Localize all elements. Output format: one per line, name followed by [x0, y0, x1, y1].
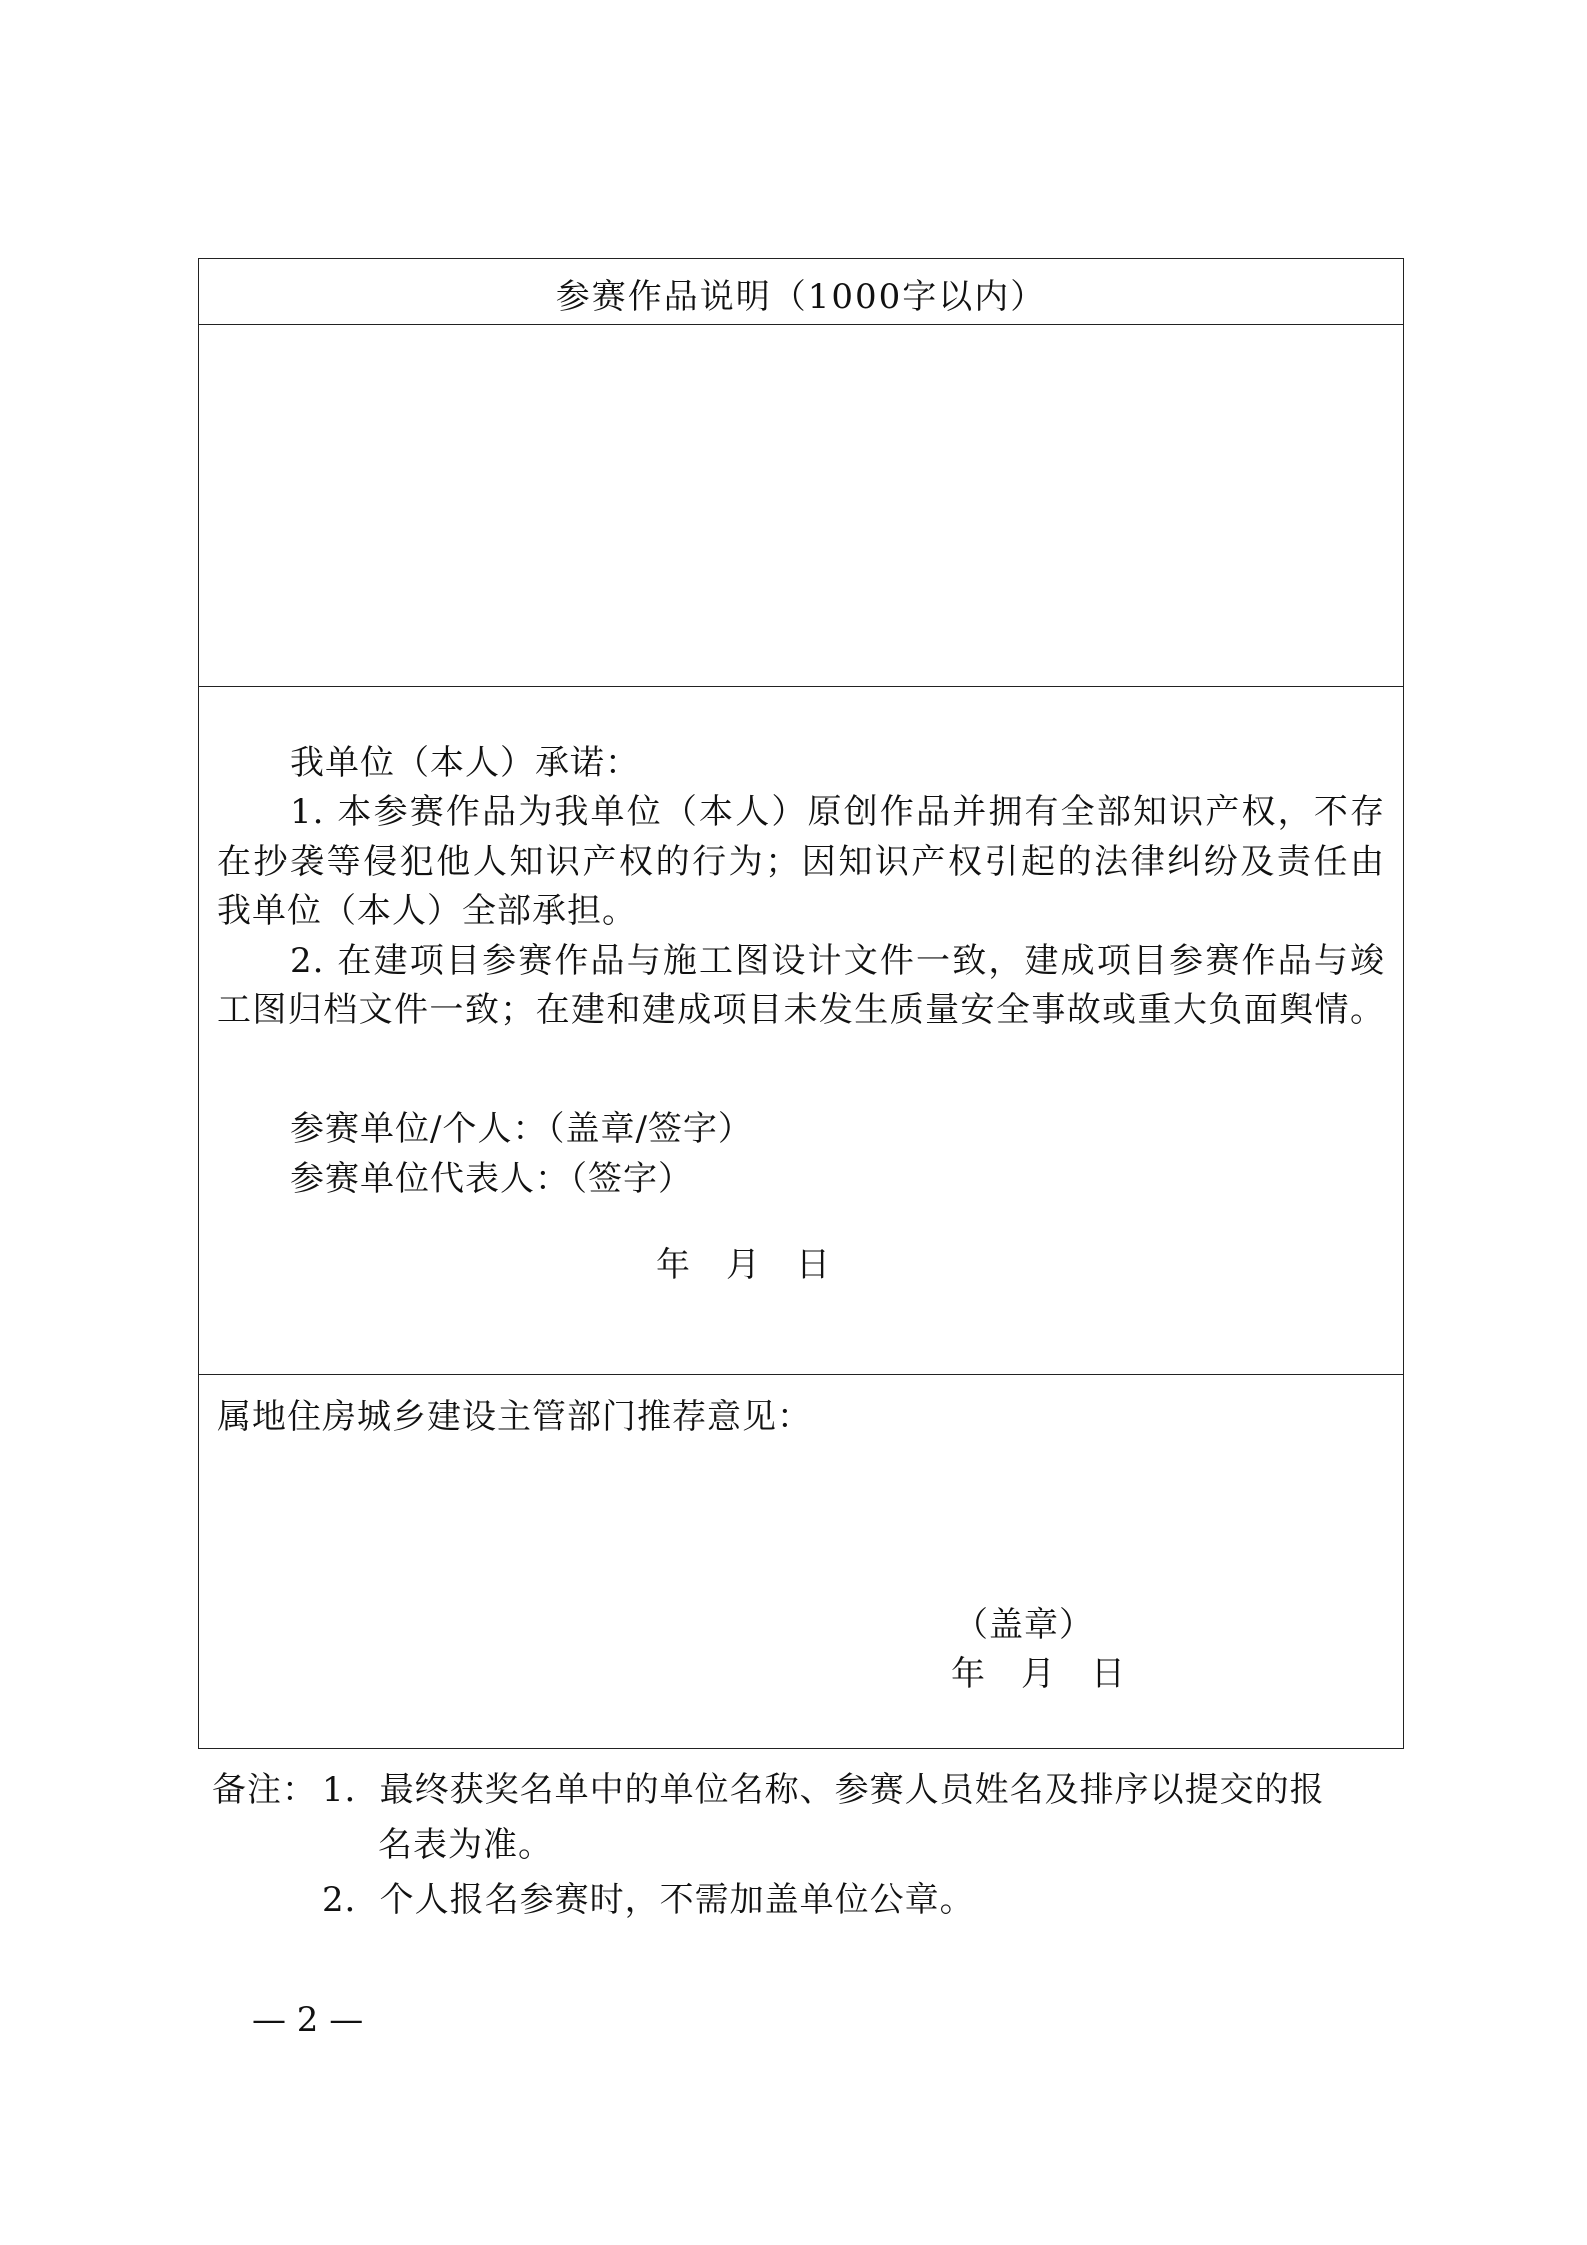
notes-item1-line1: 1．最终获奖名单中的单位名称、参赛人员姓名及排序以提交的报	[322, 1770, 1325, 1810]
page-number: — 2 —	[252, 2000, 364, 2040]
commitment-intro: 我单位（本人）承诺：	[290, 743, 640, 783]
recommendation-seal-label: （盖章）	[954, 1605, 1094, 1645]
description-content-cell[interactable]	[199, 324, 1403, 686]
commitment-item1-line1: 1. 本参赛作品为我单位（本人）原创作品并拥有全部知识产权，不存	[290, 792, 1385, 832]
description-header-row	[199, 259, 1403, 324]
notes-prefix: 备注：	[212, 1770, 317, 1810]
representative-signature-label: 参赛单位代表人：（签字）	[290, 1159, 693, 1199]
notes-item2: 2．个人报名参赛时，不需加盖单位公章。	[322, 1880, 975, 1920]
description-header: 参赛作品说明（1000字以内）	[555, 277, 1047, 317]
entry-form-table	[198, 258, 1404, 1749]
recommendation-cell	[199, 1374, 1403, 1748]
participant-signature-label: 参赛单位/个人：（盖章/签字）	[290, 1109, 753, 1149]
commitment-item2-line2: 工图归档文件一致；在建和建成项目未发生质量安全事故或重大负面舆情。	[217, 990, 1385, 1030]
commitment-item1-line3: 我单位（本人）全部承担。	[217, 891, 637, 931]
commitment-cell	[199, 686, 1403, 1374]
commitment-item2-line1: 2. 在建项目参赛作品与施工图设计文件一致，建成项目参赛作品与竣	[290, 941, 1385, 981]
recommendation-date-label: 年 月 日	[951, 1654, 1126, 1694]
recommendation-label: 属地住房城乡建设主管部门推荐意见：	[217, 1397, 812, 1437]
commitment-date-label: 年 月 日	[656, 1245, 831, 1285]
notes-item1-line2: 名表为准。	[378, 1825, 553, 1865]
commitment-item1-line2: 在抄袭等侵犯他人知识产权的行为；因知识产权引起的法律纠纷及责任由	[217, 842, 1385, 882]
